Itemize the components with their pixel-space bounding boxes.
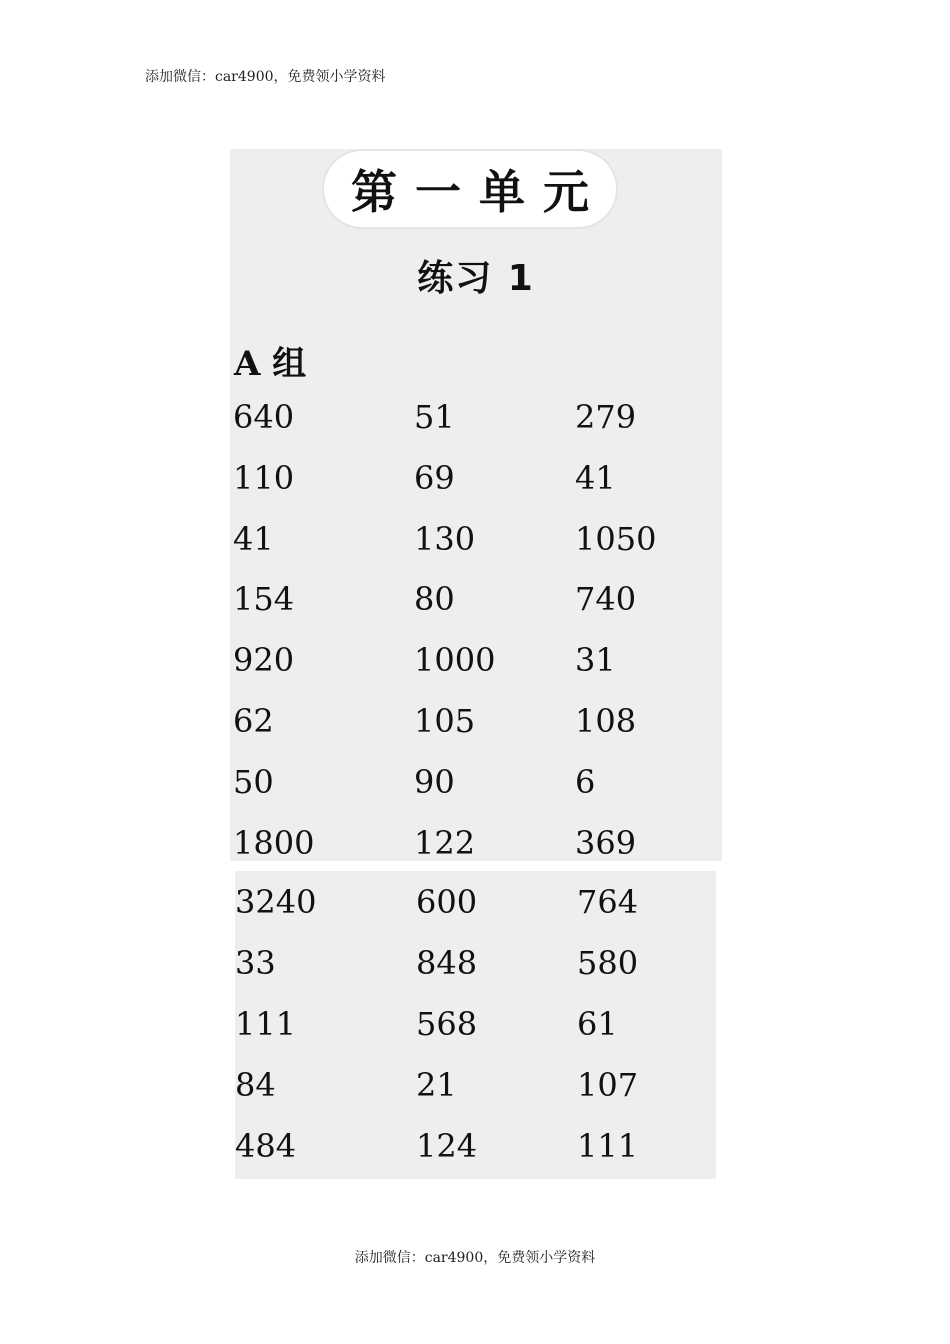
- answer-cell: 84: [235, 1066, 276, 1104]
- answer-row: [233, 579, 713, 619]
- answer-cell: 107: [577, 1066, 639, 1104]
- answer-cell: 1050: [575, 519, 657, 558]
- answer-row: [233, 823, 713, 863]
- answer-cell: 484: [235, 1127, 297, 1165]
- answer-row: [233, 640, 713, 680]
- header-note: 添加微信：car4900，免费领小学资料: [145, 69, 386, 85]
- answer-cell: 130: [414, 519, 476, 558]
- answer-cell: 69: [414, 458, 455, 497]
- answer-cell: 41: [233, 519, 274, 558]
- answer-cell: 111: [577, 1127, 639, 1165]
- answer-row: [235, 1065, 715, 1105]
- answer-cell: 6: [575, 762, 596, 801]
- answer-cell: 740: [575, 580, 637, 619]
- unit-title-badge: 第一单元: [324, 151, 616, 227]
- answer-cell: 124: [416, 1127, 478, 1165]
- answer-cell: 920: [233, 641, 295, 680]
- answer-cell: 3240: [235, 883, 317, 921]
- answer-cell: 369: [575, 823, 637, 862]
- answer-cell: 1800: [233, 823, 315, 862]
- answer-cell: 110: [233, 458, 295, 497]
- answer-cell: 31: [575, 641, 616, 680]
- answer-cell: 568: [416, 1005, 478, 1043]
- answer-cell: 21: [416, 1066, 457, 1104]
- answer-cell: 154: [233, 580, 295, 619]
- answer-cell: 51: [414, 398, 455, 436]
- answer-row: [233, 458, 713, 498]
- answer-cell: 41: [575, 458, 616, 497]
- answer-cell: 600: [416, 883, 478, 921]
- group-label: A 组: [234, 344, 307, 384]
- answer-cell: 105: [414, 702, 476, 740]
- answer-row: [235, 943, 715, 983]
- answer-cell: 111: [235, 1005, 297, 1043]
- answer-cell: 61: [577, 1005, 618, 1043]
- answer-row: [235, 882, 715, 922]
- answer-cell: 80: [414, 580, 455, 619]
- answer-cell: 33: [235, 944, 276, 982]
- answer-cell: 90: [414, 762, 455, 801]
- answer-cell: 764: [577, 883, 639, 921]
- answer-row: [233, 519, 713, 559]
- answer-cell: 62: [233, 702, 274, 740]
- answer-row: [233, 397, 713, 437]
- answer-cell: 122: [414, 823, 476, 862]
- answer-cell: 848: [416, 944, 478, 982]
- answer-cell: 1000: [414, 641, 496, 680]
- answer-cell: 279: [575, 398, 637, 436]
- answer-cell: 50: [233, 762, 274, 801]
- answer-cell: 108: [575, 702, 637, 740]
- answer-row: [235, 1126, 715, 1166]
- answer-row: [235, 1004, 715, 1044]
- exercise-title: 练习 1: [417, 258, 535, 299]
- answer-cell: 580: [577, 944, 639, 982]
- footer-note: 添加微信：car4900，免费领小学资料: [354, 1250, 596, 1266]
- answer-cell: 640: [233, 398, 295, 436]
- answer-row: [233, 701, 713, 741]
- answer-row: [233, 762, 713, 802]
